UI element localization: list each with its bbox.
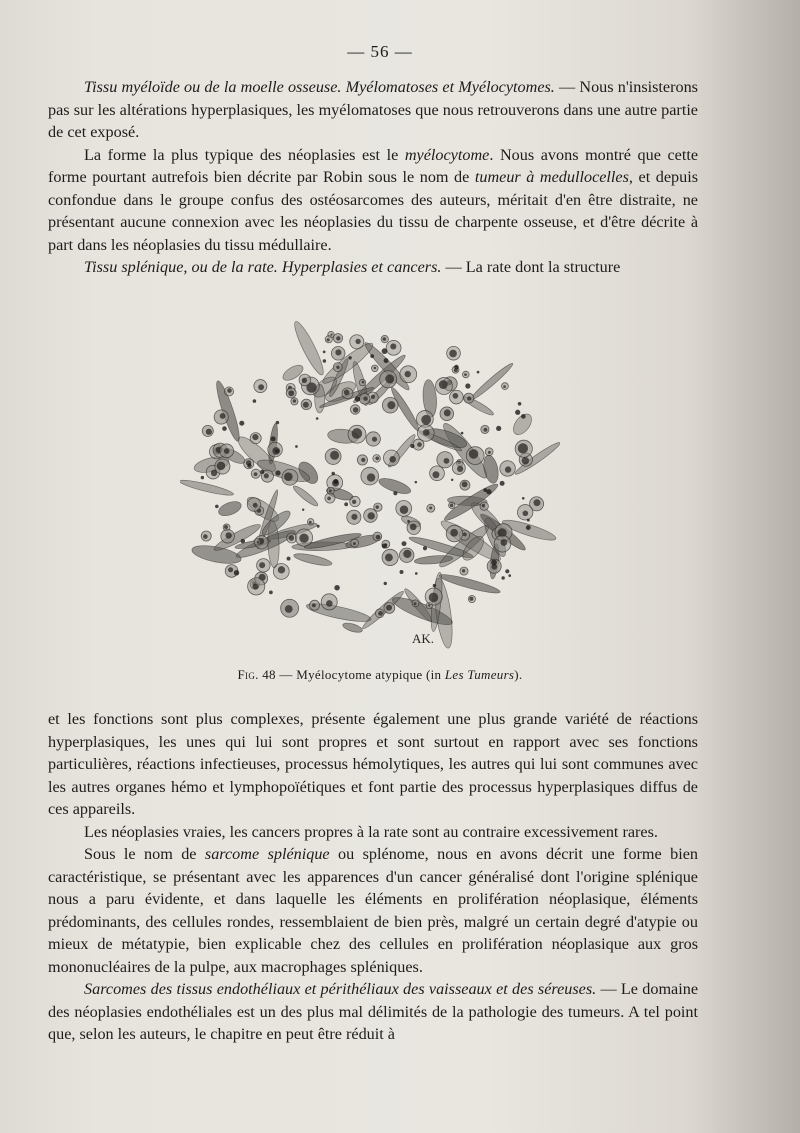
granule	[515, 410, 520, 415]
cell-nucleus	[385, 554, 393, 562]
cell-nucleus	[227, 388, 232, 393]
artist-signature: AK.	[412, 631, 435, 646]
granule	[260, 470, 264, 474]
cell-nucleus	[258, 384, 264, 390]
cell-nucleus	[453, 393, 459, 399]
cell-nucleus	[389, 456, 396, 463]
cell-nucleus	[503, 385, 506, 388]
granule	[415, 572, 418, 575]
cell-nucleus	[469, 449, 479, 459]
cell-nucleus	[385, 374, 394, 383]
granule	[410, 444, 414, 448]
cell-nucleus	[405, 371, 411, 377]
cell-nucleus	[423, 429, 430, 436]
cell-nucleus	[288, 390, 294, 396]
cell-nucleus	[344, 390, 350, 396]
caption-source: Les Tumeurs	[444, 667, 515, 682]
cell-nucleus	[429, 593, 439, 603]
cell-nucleus	[375, 456, 379, 460]
cell-nucleus	[387, 401, 395, 409]
cell-nucleus	[374, 367, 376, 369]
granule	[423, 546, 427, 550]
cell-nucleus	[220, 413, 226, 419]
cell-nucleus	[361, 458, 365, 462]
cell-nucleus	[500, 539, 507, 546]
granule	[384, 582, 387, 585]
granule	[344, 502, 348, 506]
cell-nucleus	[372, 437, 377, 442]
cell-nucleus	[439, 380, 448, 389]
cell-nucleus	[368, 512, 375, 519]
paragraph-text: La forme la plus typique des néoplasies est le	[84, 145, 405, 164]
spindle-cell	[468, 361, 514, 402]
cell-nucleus	[335, 349, 341, 355]
cell-nucleus	[352, 500, 356, 504]
cell-nucleus	[254, 472, 258, 476]
emphasis-term: tumeur à medullocelles	[474, 168, 629, 186]
cell-nucleus	[353, 542, 356, 545]
text-block-bottom	[48, 708, 698, 1046]
cell-nucleus	[228, 567, 233, 572]
cell-nucleus	[289, 535, 295, 541]
cell-nucleus	[375, 505, 378, 508]
granule	[382, 543, 387, 548]
paragraph-splenic-tissue	[48, 256, 698, 279]
spindle-cell	[180, 478, 234, 498]
cell-nucleus	[482, 504, 485, 507]
caption-text: — Myélocytome atypique (in	[275, 667, 445, 682]
cell-nucleus	[264, 473, 269, 478]
granule	[483, 488, 487, 492]
granule	[222, 426, 227, 431]
granule	[370, 354, 374, 358]
granule	[247, 463, 251, 467]
cell-nucleus	[253, 584, 259, 590]
paragraph-text: , et depuis confondue dans le groupe confus des ostéosarcomes des auteurs, méritait d'en être distraite, ne présentant aucune connexion avec les néoplasies du tissu de charpente osseuse, et d'être décrite à part dans les néoplasies du tissu médullaire.	[48, 168, 698, 254]
cell-nucleus	[327, 497, 331, 501]
granule	[384, 358, 389, 363]
granule	[276, 421, 279, 424]
granule	[239, 421, 244, 426]
paragraph-myeloid-tissue	[48, 76, 698, 144]
paragraph-spleen-functions: et les fonctions sont plus complexes, présente également une plus grande variété de réactions hyperplasiques, les unes qui lui sont propres et sont surtout en rapport avec ses fonctions particulières, réactions infectieuses, processus hémolytiques, les autres qui lui sont communes avec les autres organes hémo et lymphopoïétiques et font partie des processus hyperplasiques diffus de ces appareils.	[48, 710, 698, 818]
cell-nucleus	[224, 448, 230, 454]
cell-nucleus	[386, 605, 392, 611]
page-number: — 56 —	[347, 42, 413, 61]
granule	[521, 414, 526, 419]
granule	[295, 445, 298, 448]
cell-nucleus	[225, 532, 231, 538]
granule	[407, 520, 410, 523]
cell-nucleus	[403, 550, 411, 558]
cell-nucleus	[383, 337, 387, 341]
cell-nucleus	[429, 506, 432, 509]
granule	[253, 399, 257, 403]
figure-caption	[0, 667, 760, 683]
paragraph-text: — Le domaine des néoplasies endothéliales est un des plus mal délimités de la pathologie des tumeurs. A tel point que, selon les auteurs, le chapitre en peut être réduit à	[48, 980, 698, 1043]
emphasis-term: myélocytome	[404, 145, 490, 164]
cell-nucleus	[469, 597, 473, 601]
cell-nucleus	[362, 381, 365, 384]
cell-nucleus	[352, 428, 363, 439]
granule	[287, 557, 291, 561]
cell-nucleus	[410, 523, 417, 530]
paragraph-text: — La rate dont la structure	[441, 258, 621, 276]
granule	[454, 365, 458, 369]
granule	[526, 525, 531, 530]
granule	[275, 449, 279, 453]
granule	[201, 476, 204, 479]
cell-nucleus	[450, 504, 454, 508]
granule	[269, 590, 273, 594]
cell-nucleus	[217, 462, 226, 471]
granule	[465, 383, 470, 388]
emphasis-term: sarcome splénique	[204, 845, 330, 863]
cell-nucleus	[284, 472, 293, 481]
cell-nucleus	[417, 442, 422, 447]
cell-nucleus	[463, 532, 467, 536]
granule	[393, 491, 397, 495]
section-heading-endothelial: Sarcomes des tissus endothéliaux et périthéliaux des vaisseaux et des séreuses.	[84, 980, 597, 998]
granule	[334, 585, 339, 590]
cell-nucleus	[522, 457, 529, 464]
cell-nucleus	[518, 443, 528, 453]
caption-end: ).	[514, 667, 523, 682]
granule	[522, 497, 525, 500]
cell-nucleus	[293, 399, 296, 402]
granule	[241, 539, 245, 543]
cell-nucleus	[330, 333, 332, 335]
cell-nucleus	[312, 603, 316, 607]
granule	[500, 481, 505, 486]
cell-nucleus	[299, 533, 308, 542]
cell-nucleus	[330, 451, 339, 460]
granule	[348, 356, 351, 359]
histology-drawing	[180, 318, 560, 658]
cell-nucleus	[488, 451, 491, 454]
granule	[491, 560, 497, 566]
spindle-cell	[217, 499, 243, 519]
cell-cluster	[180, 319, 560, 649]
paragraph-true-neoplasias: Les néoplasies vraies, les cancers propres à la rate sont au contraire excessivement rares.	[84, 822, 658, 841]
cell-nucleus	[363, 396, 367, 400]
figure-label: Fig. 48	[237, 667, 276, 682]
granule	[451, 479, 453, 481]
cell-nucleus	[326, 600, 333, 607]
cell-nucleus	[432, 471, 439, 478]
cell-nucleus	[336, 336, 340, 340]
cell-nucleus	[523, 511, 529, 517]
granule	[508, 574, 511, 577]
spindle-cell	[481, 454, 500, 485]
cell-nucleus	[353, 407, 359, 413]
paragraph-text: Sous le nom de	[84, 845, 205, 863]
cell-nucleus	[464, 373, 467, 376]
paragraph-endothelial-sarcomas	[48, 978, 698, 1046]
cell-nucleus	[462, 481, 468, 487]
granule	[316, 417, 319, 420]
cell-nucleus	[351, 514, 357, 520]
cell-nucleus	[303, 402, 309, 408]
cell-nucleus	[467, 396, 471, 400]
cell-nucleus	[302, 378, 307, 383]
cell-nucleus	[252, 434, 258, 440]
granule	[461, 432, 464, 435]
text-block-top	[48, 76, 698, 279]
cell-nucleus	[367, 473, 375, 481]
granule	[323, 350, 326, 353]
paragraph-splenic-sarcoma	[48, 843, 698, 978]
cell-nucleus	[444, 458, 450, 464]
granule	[355, 396, 360, 401]
granule	[518, 402, 522, 406]
section-heading-splenic: Tissu splénique, ou de la rate. Hyperplasies et cancers.	[84, 258, 442, 276]
granule	[433, 584, 436, 587]
granule	[477, 371, 480, 374]
paragraph-text: ou splénome, nous en avons décrit une forme bien caractéristique, se présentant avec les apparences d'un cancer généralisé dont l'origine splénique nous a paru évidente, et dans laquelle les éléments en prolifération néoplasique, éléments prédominants, des cellules rondes, ressemblaient de bien près, malgré un certain degré d'atypie ou mieux de métatypie, bien explicable chez des cellules en prolifération néoplasique aux gros mononucléaires de la pulpe, aux macrophages spléniques.	[48, 845, 698, 976]
cell-nucleus	[484, 428, 488, 432]
cell-nucleus	[224, 525, 228, 529]
cell-nucleus	[457, 466, 463, 472]
section-heading-myeloid: Tissu myéloïde ou de la moelle osseuse. Myélomatoses et Myélocytomes.	[84, 78, 555, 96]
cell-nucleus	[355, 339, 360, 344]
cell-nucleus	[259, 562, 265, 568]
cell-nucleus	[336, 366, 339, 369]
cell-nucleus	[413, 602, 416, 605]
spindle-cell	[293, 551, 333, 567]
granule	[234, 570, 239, 575]
granule	[317, 525, 320, 528]
cell-nucleus	[203, 534, 208, 539]
cell-nucleus	[444, 409, 451, 416]
granule	[402, 541, 407, 546]
cell-nucleus	[421, 415, 431, 425]
granule	[275, 470, 280, 475]
granule	[505, 569, 509, 573]
granule	[215, 505, 219, 509]
cell-nucleus	[206, 429, 212, 435]
granule	[382, 348, 388, 354]
cell-nucleus	[329, 490, 332, 493]
granule	[271, 436, 276, 441]
spindle-cell	[342, 621, 364, 634]
cell-nucleus	[327, 338, 330, 341]
granule	[527, 519, 530, 522]
paragraph-text: — Nous n'insisterons pas sur les altérations hyperplasiques, les myélomatoses que nous retrouverons dans une autre partie de cet exposé.	[48, 78, 698, 141]
paragraph-text: . Nous avons montré que cette forme pourtant autrefois bien décrite par Robin sous le nom de	[48, 145, 699, 186]
cell-nucleus	[533, 499, 540, 506]
cell-nucleus	[278, 566, 285, 573]
cell-nucleus	[309, 521, 312, 524]
cell-nucleus	[462, 569, 465, 572]
granule	[323, 359, 326, 362]
cell-nucleus	[505, 466, 511, 472]
cell-nucleus	[400, 505, 408, 513]
granule	[331, 472, 335, 476]
granule	[501, 576, 504, 579]
spindle-cell	[319, 339, 376, 388]
cell-nucleus	[450, 529, 458, 537]
figure-illustration	[180, 318, 560, 658]
granule	[496, 426, 501, 431]
cell-nucleus	[449, 350, 457, 358]
cell-nucleus	[253, 503, 258, 508]
granule	[333, 479, 338, 484]
granule	[400, 570, 404, 574]
cell-nucleus	[285, 605, 293, 613]
granule	[302, 509, 304, 511]
granule	[415, 481, 418, 484]
paragraph-myelocytome	[48, 144, 698, 257]
cell-nucleus	[378, 611, 383, 616]
cell-nucleus	[257, 541, 259, 543]
spindle-cell	[291, 484, 319, 509]
cell-nucleus	[371, 395, 375, 399]
cell-nucleus	[390, 343, 396, 349]
cell-nucleus	[376, 535, 381, 540]
